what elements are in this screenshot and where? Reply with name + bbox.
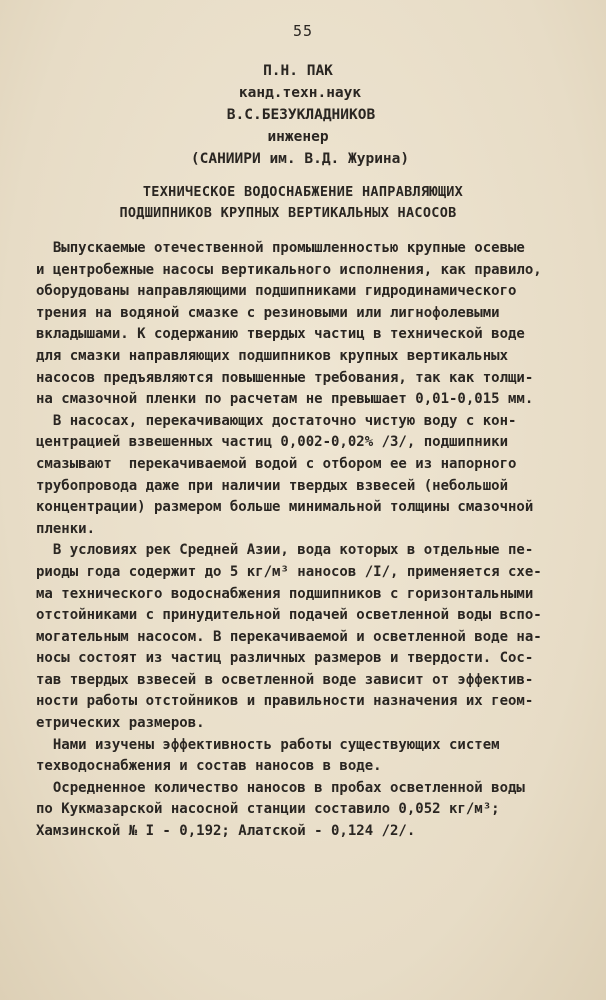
text-line: для смазки направляющих подшипников крупных вертикальных xyxy=(36,347,509,364)
text-line: риоды года содержит до 5 кг/м³ наносов /I/, применяется схе- xyxy=(36,563,542,580)
author-block xyxy=(0,60,606,170)
text-line: насосов предъявляются повышенные требования, так как толщи- xyxy=(36,369,534,386)
text-line: трубопровода даже при наличии твердых взвесей (небольшой xyxy=(36,477,509,494)
article-title xyxy=(0,182,606,224)
text-line: ма технического водоснабжения подшипников с горизонтальными xyxy=(36,585,534,602)
text-line: Хамзинской № I - 0,192; Алатской - 0,124 /2/. xyxy=(36,823,416,840)
text-line: по Кукмазарской насосной станции составило 0,052 кг/м³; xyxy=(36,801,500,818)
author-name: В.С.БЕЗУКЛАДНИКОВ xyxy=(226,107,376,123)
text-line: центрацией взвешенных частиц 0,002-0,02% /3/, подшипники xyxy=(36,434,509,451)
text-line: смазывают перекачиваемой водой с отбором ее из напорного xyxy=(36,455,517,472)
body-text xyxy=(36,238,576,843)
author-degree: канд.техн.наук xyxy=(238,85,362,101)
text-line: Нами изучены эффективность работы существующих систем xyxy=(36,736,500,753)
author-name: П.Н. ПАК xyxy=(263,63,333,79)
text-line: техводоснабжения и состав наносов в воде. xyxy=(36,758,382,775)
author-affiliation: (САНИИРИ им. В.Д. Журина) xyxy=(190,151,410,167)
title-line: ТЕХНИЧЕСКОЕ ВОДОСНАБЖЕНИЕ НАПРАВЛЯЮЩИХ xyxy=(142,184,464,200)
text-line: на смазочной пленки по расчетам не превышает 0,01-0,015 мм. xyxy=(36,391,534,408)
text-line: вкладышами. К содержанию твердых частиц в технической воде xyxy=(36,326,525,343)
text-line: етрических размеров. xyxy=(36,715,205,732)
text-line: В насосах, перекачивающих достаточно чистую воду с кон- xyxy=(36,412,517,429)
text-line: Выпускаемые отечественной промышленностью крупные осевые xyxy=(36,240,525,256)
text-line: В условиях рек Средней Азии, вода которых в отдельные пе- xyxy=(36,542,534,559)
text-line: трения на водяной смазке с резиновыми или лигнофолевыми xyxy=(36,304,500,321)
title-line: ПОДШИПНИКОВ КРУПНЫХ ВЕРТИКАЛЬНЫХ НАСОСОВ xyxy=(119,205,457,221)
text-line: носы состоят из частиц различных размеров и твердости. Сос- xyxy=(36,650,534,667)
text-line: оборудованы направляющими подшипниками гидродинамического xyxy=(36,283,517,300)
text-line: тав твердых взвесей в осветленной воде зависит от эффектив- xyxy=(36,671,534,688)
text-line: пленки. xyxy=(36,520,96,537)
text-line: и центробежные насосы вертикального исполнения, как правило, xyxy=(36,261,542,278)
page-number: 55 xyxy=(292,22,314,40)
author-position: инженер xyxy=(267,129,329,145)
text-line: Осредненное количество наносов в пробах осветленной воды xyxy=(36,779,525,796)
text-line: могательным насосом. В перекачиваемой и осветленной воде на- xyxy=(36,628,542,645)
text-line: ности работы отстойников и правильности назначения их геом- xyxy=(36,693,534,710)
text-line: концентрации) размером больше минимальной толщины смазочной xyxy=(36,499,534,516)
text-line: отстойниками с принудительной подачей осветленной воды вспо- xyxy=(36,607,542,624)
